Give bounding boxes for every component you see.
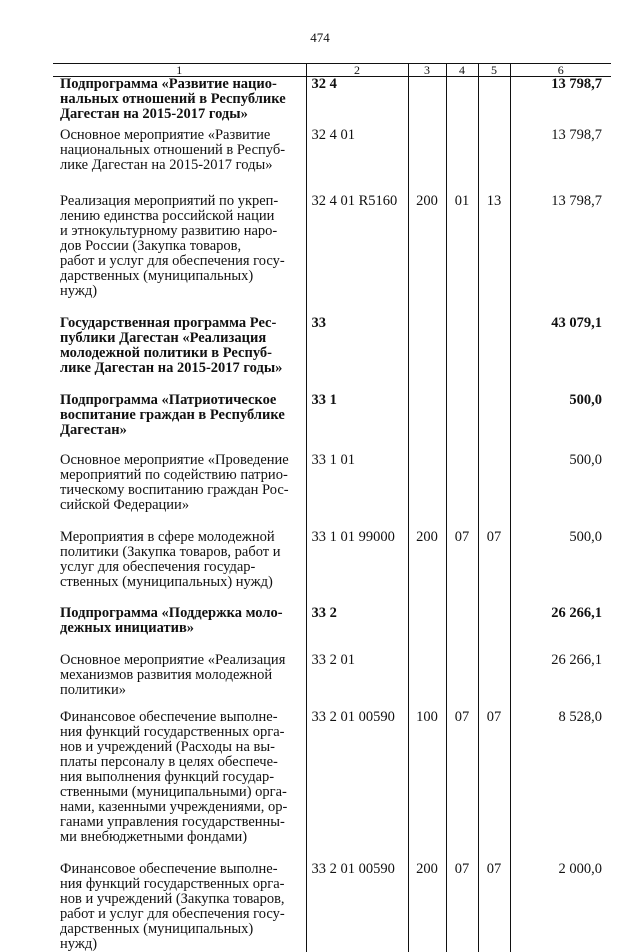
section-cell: 07 — [446, 530, 478, 606]
item-name-line: ми внебюджетными фондами) — [60, 830, 303, 845]
item-name-line: ния функций государственных орга- — [60, 877, 303, 892]
amount-cell: 500,0 — [510, 393, 611, 453]
item-name-line: политики (Закупка товаров, работ и — [60, 545, 303, 560]
column-header-4: 4 — [446, 64, 478, 77]
item-name-line: Финансовое обеспечение выполне- — [60, 710, 303, 725]
expense-type-cell — [408, 128, 446, 194]
table-row — [53, 862, 611, 952]
item-name-line: мероприятий по содействию патрио- — [60, 468, 303, 483]
item-name-line: национальных отношений в Респуб- — [60, 143, 303, 158]
page-number: 474 — [0, 30, 640, 46]
item-name-line: ственными (муниципальными) орга- — [60, 785, 303, 800]
target-code-cell: 33 2 01 00590 — [306, 710, 408, 862]
table-body — [53, 77, 611, 952]
subsection-cell — [478, 393, 510, 453]
amount-cell: 8 528,0 — [510, 710, 611, 862]
target-code-cell: 33 1 01 99000 — [306, 530, 408, 606]
expense-type-cell: 200 — [408, 530, 446, 606]
item-name-line: платы персоналу в целях обеспече- — [60, 755, 303, 770]
item-name-line: работ и услуг для обеспечения госу- — [60, 254, 303, 269]
item-name-line: ния выполнения функций государ- — [60, 770, 303, 785]
item-name-cell — [53, 606, 306, 653]
item-name-line: сийской Федерации» — [60, 498, 303, 513]
item-name-line: механизмов развития молодежной — [60, 668, 303, 683]
item-name-line: лению единства российской нации — [60, 209, 303, 224]
item-name-line: Основное мероприятие «Развитие — [60, 128, 303, 143]
subsection-cell — [478, 453, 510, 530]
budget-table — [53, 63, 611, 952]
amount-cell: 500,0 — [510, 453, 611, 530]
subsection-cell: 07 — [478, 710, 510, 862]
item-name-cell — [53, 128, 306, 194]
item-name-line: нов и учреждений (Расходы на вы- — [60, 740, 303, 755]
item-name-line: воспитание граждан в Республике — [60, 408, 303, 423]
section-cell: 07 — [446, 862, 478, 952]
target-code-cell: 33 2 01 — [306, 653, 408, 710]
column-header-5: 5 — [478, 64, 510, 77]
column-header-6: 6 — [510, 64, 611, 77]
item-name-cell — [53, 862, 306, 952]
item-name-line: молодежной политики в Респуб- — [60, 346, 303, 361]
table-row — [53, 194, 611, 316]
section-cell — [446, 453, 478, 530]
subsection-cell — [478, 77, 510, 129]
target-code-cell: 33 2 01 00590 — [306, 862, 408, 952]
item-name-line: тическому воспитанию граждан Рос- — [60, 483, 303, 498]
amount-cell: 26 266,1 — [510, 653, 611, 710]
item-name-line: нальных отношений в Республике — [60, 92, 303, 107]
item-name-line: Основное мероприятие «Проведение — [60, 453, 303, 468]
subsection-cell — [478, 653, 510, 710]
target-code-cell: 33 2 — [306, 606, 408, 653]
item-name-line: Дагестан на 2015-2017 годы» — [60, 107, 303, 122]
section-cell — [446, 128, 478, 194]
target-code-cell: 32 4 — [306, 77, 408, 129]
item-name-line: услуг для обеспечения государ- — [60, 560, 303, 575]
item-name-line: ственных (муниципальных) нужд) — [60, 575, 303, 590]
item-name-line: публики Дагестан «Реализация — [60, 331, 303, 346]
item-name-cell — [53, 530, 306, 606]
expense-type-cell: 200 — [408, 194, 446, 316]
item-name-line: Подпрограмма «Поддержка моло- — [60, 606, 303, 621]
section-cell — [446, 316, 478, 393]
item-name-line: Дагестан» — [60, 423, 303, 438]
section-cell — [446, 77, 478, 129]
target-code-cell: 32 4 01 — [306, 128, 408, 194]
target-code-cell: 32 4 01 R5160 — [306, 194, 408, 316]
expense-type-cell — [408, 393, 446, 453]
table-row — [53, 77, 611, 129]
expense-type-cell — [408, 316, 446, 393]
table-row — [53, 316, 611, 393]
item-name-line: Государственная программа Рес- — [60, 316, 303, 331]
item-name-line: Основное мероприятие «Реализация — [60, 653, 303, 668]
item-name-line: Подпрограмма «Патриотическое — [60, 393, 303, 408]
item-name-line: Мероприятия в сфере молодежной — [60, 530, 303, 545]
expense-type-cell — [408, 653, 446, 710]
target-code-cell: 33 1 01 — [306, 453, 408, 530]
item-name-line: Реализация мероприятий по укреп- — [60, 194, 303, 209]
section-cell: 07 — [446, 710, 478, 862]
expense-type-cell — [408, 606, 446, 653]
subsection-cell — [478, 316, 510, 393]
subsection-cell: 07 — [478, 530, 510, 606]
item-name-line: лике Дагестан на 2015-2017 годы» — [60, 158, 303, 173]
section-cell: 01 — [446, 194, 478, 316]
item-name-line: политики» — [60, 683, 303, 698]
item-name-line: дарственных (муниципальных) — [60, 922, 303, 937]
section-cell — [446, 653, 478, 710]
item-name-line: нов и учреждений (Закупка товаров, — [60, 892, 303, 907]
item-name-line: дов России (Закупка товаров, — [60, 239, 303, 254]
item-name-line: дежных инициатив» — [60, 621, 303, 636]
subsection-cell: 07 — [478, 862, 510, 952]
item-name-line: ния функций государственных орга- — [60, 725, 303, 740]
item-name-cell — [53, 453, 306, 530]
item-name-line: Финансовое обеспечение выполне- — [60, 862, 303, 877]
section-cell — [446, 393, 478, 453]
column-header-2: 2 — [306, 64, 408, 77]
expense-type-cell — [408, 453, 446, 530]
amount-cell: 43 079,1 — [510, 316, 611, 393]
amount-cell: 13 798,7 — [510, 77, 611, 129]
amount-cell: 2 000,0 — [510, 862, 611, 952]
amount-cell: 26 266,1 — [510, 606, 611, 653]
table-row — [53, 453, 611, 530]
header-row — [53, 64, 611, 77]
table-row — [53, 393, 611, 453]
item-name-line: Подпрограмма «Развитие нацио- — [60, 77, 303, 92]
table-row — [53, 710, 611, 862]
expense-type-cell: 100 — [408, 710, 446, 862]
expense-type-cell: 200 — [408, 862, 446, 952]
subsection-cell — [478, 606, 510, 653]
item-name-line: нужд) — [60, 284, 303, 299]
amount-cell: 13 798,7 — [510, 194, 611, 316]
item-name-line: ганами управления государственны- — [60, 815, 303, 830]
table-row — [53, 530, 611, 606]
target-code-cell: 33 — [306, 316, 408, 393]
item-name-cell — [53, 653, 306, 710]
item-name-cell — [53, 710, 306, 862]
section-cell — [446, 606, 478, 653]
expense-type-cell — [408, 77, 446, 129]
item-name-cell — [53, 77, 306, 129]
item-name-cell — [53, 316, 306, 393]
column-header-1: 1 — [53, 64, 306, 77]
item-name-cell — [53, 393, 306, 453]
item-name-line: работ и услуг для обеспечения госу- — [60, 907, 303, 922]
table-row — [53, 128, 611, 194]
subsection-cell — [478, 128, 510, 194]
column-header-3: 3 — [408, 64, 446, 77]
item-name-line: и этнокультурному развитию наро- — [60, 224, 303, 239]
item-name-line: дарственных (муниципальных) — [60, 269, 303, 284]
amount-cell: 500,0 — [510, 530, 611, 606]
amount-cell: 13 798,7 — [510, 128, 611, 194]
subsection-cell: 13 — [478, 194, 510, 316]
target-code-cell: 33 1 — [306, 393, 408, 453]
table-row — [53, 606, 611, 653]
item-name-cell — [53, 194, 306, 316]
item-name-line: лике Дагестан на 2015-2017 годы» — [60, 361, 303, 376]
table-row — [53, 653, 611, 710]
item-name-line: нами, казенными учреждениями, ор- — [60, 800, 303, 815]
item-name-line: нужд) — [60, 937, 303, 952]
